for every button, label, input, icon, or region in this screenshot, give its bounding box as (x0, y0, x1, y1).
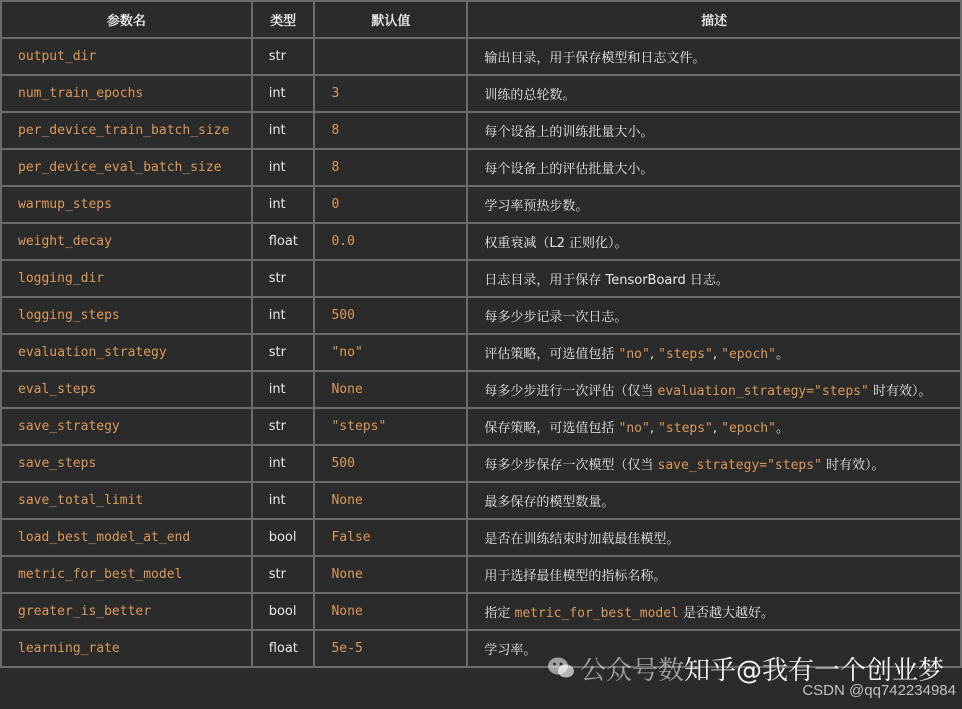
param-name-cell: save_strategy (1, 408, 252, 445)
param-name-cell: evaluation_strategy (1, 334, 252, 371)
default-cell (314, 260, 467, 297)
default-cell: "steps" (314, 408, 467, 445)
param-name-cell: logging_steps (1, 297, 252, 334)
type-cell: int (252, 445, 315, 482)
description-cell (467, 408, 961, 445)
table-row (1, 297, 961, 334)
description-code: evaluation_strategy="steps" (657, 384, 869, 399)
default-cell: "no" (314, 334, 467, 371)
param-name-cell: metric_for_best_model (1, 556, 252, 593)
description-text: 输出目录，用于保存模型和日志文件。 (484, 51, 706, 66)
header-type: 类型 (252, 1, 315, 38)
description-text: 。 (775, 421, 789, 436)
description-cell (467, 223, 961, 260)
csdn-watermark: CSDN @qq742234984 (802, 682, 956, 699)
default-cell: 0 (314, 186, 467, 223)
param-name-cell: logging_dir (1, 260, 252, 297)
type-cell: int (252, 297, 315, 334)
default-cell: 8 (314, 149, 467, 186)
description-text: 每多少步进行一次评估（仅当 (484, 384, 658, 399)
type-cell: bool (252, 519, 315, 556)
type-cell: int (252, 371, 315, 408)
param-name-cell: warmup_steps (1, 186, 252, 223)
table-row (1, 408, 961, 445)
description-text: 每多少步记录一次日志。 (484, 310, 628, 325)
table-row (1, 149, 961, 186)
description-text: 是否在训练结束时加载最佳模型。 (484, 532, 680, 547)
default-cell: 5e-5 (314, 630, 467, 667)
description-text: 每多少步保存一次模型（仅当 (484, 458, 658, 473)
wechat-icon (546, 655, 576, 688)
type-cell: int (252, 482, 315, 519)
type-cell: int (252, 186, 315, 223)
type-cell: float (252, 223, 315, 260)
table-row (1, 519, 961, 556)
description-cell (467, 556, 961, 593)
table-row (1, 186, 961, 223)
description-cell (467, 519, 961, 556)
default-cell: 8 (314, 112, 467, 149)
default-cell: None (314, 482, 467, 519)
header-row (1, 1, 961, 38)
description-cell (467, 334, 961, 371)
header-description: 描述 (467, 1, 961, 38)
table-body (1, 38, 961, 667)
default-cell: 500 (314, 297, 467, 334)
param-name-cell: load_best_model_at_end (1, 519, 252, 556)
param-name-cell: save_total_limit (1, 482, 252, 519)
description-text: 指定 (484, 606, 515, 621)
description-cell (467, 593, 961, 630)
description-cell (467, 38, 961, 75)
description-text: , (649, 347, 659, 362)
description-code: metric_for_best_model (514, 606, 679, 621)
default-cell: None (314, 371, 467, 408)
description-code: "steps" (658, 421, 713, 436)
param-name-cell: num_train_epochs (1, 75, 252, 112)
param-name-cell: weight_decay (1, 223, 252, 260)
table-row (1, 556, 961, 593)
description-text: , (712, 421, 722, 436)
description-text: 。 (775, 347, 789, 362)
default-cell: None (314, 556, 467, 593)
table-row (1, 38, 961, 75)
description-cell (467, 75, 961, 112)
default-cell: 500 (314, 445, 467, 482)
watermark-left: 公众号 (580, 656, 659, 686)
description-text: 权重衰减（L2 正则化）。 (484, 236, 628, 251)
description-text: , (649, 421, 659, 436)
type-cell: bool (252, 593, 315, 630)
description-cell (467, 186, 961, 223)
param-name-cell: per_device_train_batch_size (1, 112, 252, 149)
type-cell: int (252, 112, 315, 149)
param-name-cell: output_dir (1, 38, 252, 75)
description-cell (467, 371, 961, 408)
default-cell (314, 38, 467, 75)
description-cell (467, 260, 961, 297)
default-cell: False (314, 519, 467, 556)
param-name-cell: learning_rate (1, 630, 252, 667)
description-code: "no" (618, 347, 650, 362)
type-cell: int (252, 149, 315, 186)
param-name-cell: eval_steps (1, 371, 252, 408)
type-cell: str (252, 334, 315, 371)
type-cell: str (252, 260, 315, 297)
default-cell: 0.0 (314, 223, 467, 260)
watermark-middle: 数 (658, 656, 685, 686)
param-name-cell: save_steps (1, 445, 252, 482)
description-cell (467, 149, 961, 186)
description-cell (467, 482, 961, 519)
type-cell: str (252, 38, 315, 75)
description-text: , (712, 347, 722, 362)
type-cell: float (252, 630, 315, 667)
description-text: 学习率预热步数。 (484, 199, 589, 214)
description-code: save_strategy="steps" (657, 458, 822, 473)
table-row (1, 223, 961, 260)
description-text: 学习率。 (484, 643, 537, 658)
description-cell (467, 112, 961, 149)
description-text: 最多保存的模型数量。 (484, 495, 615, 510)
type-cell: str (252, 408, 315, 445)
table-row (1, 445, 961, 482)
header-default: 默认值 (314, 1, 467, 38)
table-row (1, 482, 961, 519)
param-name-cell: greater_is_better (1, 593, 252, 630)
table-row (1, 260, 961, 297)
description-text: 保存策略，可选值包括 (484, 421, 619, 436)
type-cell: int (252, 75, 315, 112)
watermark-strong: 知乎@我有一个创业梦 (684, 656, 945, 686)
table-row (1, 334, 961, 371)
description-cell (467, 297, 961, 334)
description-text: 训练的总轮数。 (484, 88, 576, 103)
description-code: "epoch" (721, 347, 776, 362)
description-code: "no" (618, 421, 650, 436)
table-row (1, 593, 961, 630)
table-row (1, 371, 961, 408)
description-text: 评估策略，可选值包括 (484, 347, 619, 362)
type-cell: str (252, 556, 315, 593)
description-text: 日志目录，用于保存 TensorBoard 日志。 (484, 273, 729, 288)
description-text: 每个设备上的评估批量大小。 (484, 162, 654, 177)
default-cell: 3 (314, 75, 467, 112)
description-code: "steps" (658, 347, 713, 362)
description-text: 用于选择最佳模型的指标名称。 (484, 569, 667, 584)
param-name-cell: per_device_eval_batch_size (1, 149, 252, 186)
description-code: "epoch" (721, 421, 776, 436)
table-row (1, 112, 961, 149)
description-text: 每个设备上的训练批量大小。 (484, 125, 654, 140)
description-text: 时有效）。 (821, 458, 885, 473)
description-text: 是否越大越好。 (678, 606, 775, 621)
table-row (1, 75, 961, 112)
header-param-name: 参数名 (1, 1, 252, 38)
description-text: 时有效）。 (868, 384, 932, 399)
description-cell (467, 445, 961, 482)
default-cell: None (314, 593, 467, 630)
